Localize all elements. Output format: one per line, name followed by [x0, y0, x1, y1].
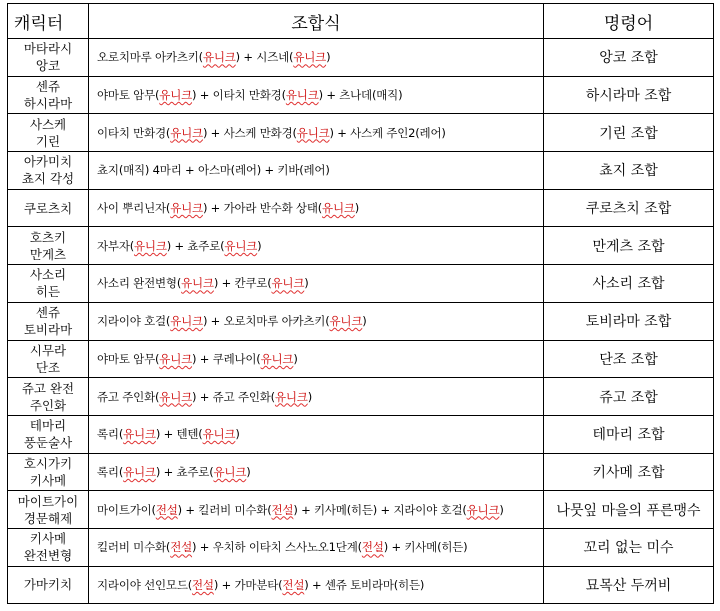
- combination-cell: [89, 265, 544, 303]
- combination-text: ) + 칸쿠로(: [213, 276, 272, 291]
- table-row: [8, 566, 714, 604]
- character-name-cell: [8, 114, 89, 152]
- combination-text: ): [246, 464, 251, 479]
- grade-tag: 전설: [155, 502, 178, 517]
- command-cell: 쿠로츠치 조합: [544, 189, 714, 227]
- command-cell: 앙코 조합: [544, 39, 714, 77]
- combination-cell: [89, 566, 544, 604]
- grade-tag: 유니크: [271, 276, 305, 291]
- grade-tag: 유니크: [224, 238, 258, 253]
- character-name-cell: [8, 76, 89, 114]
- grade-tag: 전설: [170, 540, 193, 555]
- character-name-cell: [8, 566, 89, 604]
- combination-text: ) + 사스케 주인2(레어): [329, 125, 446, 140]
- character-name-cell: [8, 453, 89, 491]
- character-name-line: 히든: [35, 284, 61, 300]
- character-name-line: 사스케: [29, 116, 67, 132]
- character-name-cell: [8, 378, 89, 416]
- combination-text: 록리(: [97, 427, 124, 442]
- combination-cell: [89, 302, 544, 340]
- combination-text: ) + 츠나데(매직): [318, 88, 403, 103]
- table-row: [8, 189, 714, 227]
- character-name-line: 키사메: [29, 531, 67, 547]
- combination-cell: [89, 76, 544, 114]
- character-name-line: 사소리: [29, 267, 67, 283]
- grade-tag: 유니크: [296, 125, 330, 140]
- character-name-cell: [8, 528, 89, 566]
- grade-tag: 전설: [271, 502, 294, 517]
- table-row: [8, 152, 714, 190]
- command-cell: 키사메 조합: [544, 453, 714, 491]
- grade-tag: 유니크: [170, 201, 203, 216]
- character-name-line: 완전변형: [23, 548, 73, 564]
- combination-text: ) + 시즈네(: [235, 50, 294, 65]
- grade-tag: 전설: [282, 577, 305, 592]
- combination-cell: [89, 453, 544, 491]
- combination-text: ) + 키사메(히든) + 지라이야 호걸(: [293, 502, 467, 517]
- character-name-line: 만게츠: [29, 246, 67, 262]
- command-cell: 사소리 조합: [544, 265, 714, 303]
- combination-text: ) + 사스케 만화경(: [202, 125, 297, 140]
- command-cell: 쥬고 조합: [544, 378, 714, 416]
- command-cell: 묘목산 두꺼비: [544, 566, 714, 604]
- combination-text: ) + 센쥬 토비라마(히든): [304, 577, 425, 592]
- table-row: [8, 227, 714, 265]
- combination-cell: [89, 189, 544, 227]
- combination-text: ): [326, 50, 331, 65]
- character-name-line: 토비라마: [23, 322, 73, 338]
- table-body: [8, 39, 714, 604]
- table-row: [8, 76, 714, 114]
- combination-text: ): [304, 276, 309, 291]
- header-row: [8, 4, 714, 39]
- character-name-line: 호시가키: [23, 455, 73, 471]
- character-name-cell: [8, 491, 89, 529]
- character-name-line: 키사메: [29, 472, 67, 488]
- character-name-line: 기린: [35, 133, 61, 149]
- combination-cell: [89, 152, 544, 190]
- grade-tag: 유니크: [181, 276, 214, 291]
- character-name-cell: [8, 265, 89, 303]
- header-command: 명령어: [544, 4, 714, 39]
- combination-text: ) + 쿠레나이(: [192, 351, 261, 366]
- character-name-cell: [8, 189, 89, 227]
- grade-tag: 유니크: [285, 88, 319, 103]
- table-row: [8, 528, 714, 566]
- combination-text: ) + 우치하 이타치 스사노오1단계(: [192, 540, 362, 555]
- combination-text: ): [354, 201, 360, 216]
- character-name-line: 마타라시: [23, 41, 73, 57]
- character-name-cell: [8, 415, 89, 453]
- combination-text: ): [257, 238, 262, 253]
- grade-tag: 유니크: [202, 427, 236, 442]
- grade-tag: 유니크: [123, 464, 156, 479]
- combination-text: ): [362, 314, 367, 329]
- combination-text: ) + 이타치 만화경(: [192, 88, 286, 103]
- grade-tag: 유니크: [293, 50, 327, 65]
- grade-tag: 전설: [192, 577, 214, 592]
- combination-cell: [89, 114, 544, 152]
- table-row: [8, 265, 714, 303]
- character-name-line: 아카미치: [23, 154, 73, 170]
- combination-text: ) + 키사메(히든): [383, 540, 468, 555]
- character-name-line: 호츠키: [29, 229, 67, 245]
- header-combination: 조합식: [89, 4, 544, 39]
- combination-cell: [89, 340, 544, 378]
- combination-text: ) + 쵸주로(: [155, 464, 214, 479]
- command-cell: 단조 조합: [544, 340, 714, 378]
- character-name-line: 풍둔술사: [23, 435, 73, 451]
- character-name-line: 쥬고 완전: [21, 380, 75, 396]
- combination-cell: [89, 378, 544, 416]
- command-cell: 나뭇잎 마을의 푸른맹수: [544, 491, 714, 529]
- table-row: [8, 415, 714, 453]
- grade-tag: 유니크: [159, 351, 193, 366]
- grade-tag: 유니크: [134, 238, 167, 253]
- command-cell: 하시라마 조합: [544, 76, 714, 114]
- combination-text: ): [293, 351, 298, 366]
- combination-text: 사이 뿌리닌자(: [97, 201, 171, 216]
- combination-cell: [89, 415, 544, 453]
- grade-tag: 유니크: [170, 314, 203, 329]
- character-name-line: 쿠로츠치: [23, 200, 73, 216]
- grade-tag: 유니크: [466, 502, 500, 517]
- combination-text: 지라이야 선인모드(: [97, 577, 193, 592]
- character-name-line: 테마리: [29, 418, 67, 434]
- grade-tag: 전설: [361, 540, 384, 555]
- combination-text: 마이트가이(: [97, 502, 156, 517]
- command-cell: 기린 조합: [544, 114, 714, 152]
- grade-tag: 유니크: [170, 125, 203, 140]
- combination-text: ): [307, 389, 312, 404]
- table-row: [8, 114, 714, 152]
- table-row: [8, 340, 714, 378]
- combination-text: ) + 텐텐(: [155, 427, 203, 442]
- combination-text: ) + 쥬고 주인화(: [192, 389, 275, 404]
- combination-cell: [89, 39, 544, 77]
- character-name-cell: [8, 152, 89, 190]
- combination-text: 오로치마루 아카츠키(: [97, 50, 203, 65]
- grade-tag: 유니크: [202, 50, 236, 65]
- command-cell: 테마리 조합: [544, 415, 714, 453]
- character-name-line: 주인화: [29, 397, 67, 413]
- table-row: [8, 302, 714, 340]
- command-cell: 쵸지 조합: [544, 152, 714, 190]
- combination-text: 록리(: [97, 464, 124, 479]
- combination-text: ): [499, 502, 504, 517]
- combination-text: ) + 킬러비 미수화(: [177, 502, 272, 517]
- combination-text: 사소리 완전변형(: [97, 276, 182, 291]
- character-name-line: 가마키치: [23, 577, 73, 593]
- combination-text: 킬러비 미수화(: [97, 540, 171, 555]
- combination-text: 야마토 암무(: [97, 351, 160, 366]
- character-name-cell: [8, 302, 89, 340]
- combination-table: [7, 3, 714, 604]
- combination-cell: [89, 528, 544, 566]
- grade-tag: 유니크: [322, 201, 355, 216]
- combination-cell: [89, 227, 544, 265]
- grade-tag: 유니크: [159, 389, 193, 404]
- grade-tag: 유니크: [260, 351, 294, 366]
- command-cell: 꼬리 없는 미수: [544, 528, 714, 566]
- combination-text: 지라이야 호걸(: [97, 314, 171, 329]
- character-name-line: 마이트가이: [17, 493, 79, 509]
- character-name-line: 쵸지 각성: [21, 171, 75, 187]
- combination-text: 쵸지(매직) 4마리 + 아스마(레어) + 키바(레어): [97, 163, 330, 178]
- grade-tag: 유니크: [329, 314, 363, 329]
- combination-cell: [89, 491, 544, 529]
- combination-text: ) + 가마분타(: [213, 577, 283, 592]
- character-name-line: 경문해제: [23, 510, 73, 526]
- table-row: [8, 39, 714, 77]
- combination-text: 이타치 만화경(: [97, 125, 171, 140]
- header-character: 캐릭터: [8, 4, 89, 39]
- combination-text: 자부자(: [97, 238, 135, 253]
- combination-text: ) + 오로치마루 아카츠키(: [202, 314, 330, 329]
- grade-tag: 유니크: [274, 389, 308, 404]
- combination-text: ) + 가아라 반수화 상태(: [202, 201, 323, 216]
- character-name-line: 앙코: [35, 58, 61, 74]
- combination-text: ): [235, 427, 240, 442]
- character-name-cell: [8, 39, 89, 77]
- command-cell: 만게츠 조합: [544, 227, 714, 265]
- character-name-line: 센쥬: [35, 305, 61, 321]
- character-name-line: 센쥬: [35, 79, 61, 95]
- character-name-cell: [8, 340, 89, 378]
- combination-text: ) + 쵸주로(: [166, 238, 225, 253]
- character-name-line: 하시라마: [23, 96, 73, 112]
- grade-tag: 유니크: [213, 464, 247, 479]
- grade-tag: 유니크: [123, 427, 156, 442]
- command-cell: 토비라마 조합: [544, 302, 714, 340]
- table-row: [8, 491, 714, 529]
- combination-text: 쥬고 주인화(: [97, 389, 160, 404]
- character-name-line: 단조: [35, 359, 61, 375]
- character-name-line: 시무라: [29, 342, 67, 358]
- table-row: [8, 378, 714, 416]
- grade-tag: 유니크: [159, 88, 193, 103]
- table-row: [8, 453, 714, 491]
- character-name-cell: [8, 227, 89, 265]
- combination-text: 야마토 암무(: [97, 88, 160, 103]
